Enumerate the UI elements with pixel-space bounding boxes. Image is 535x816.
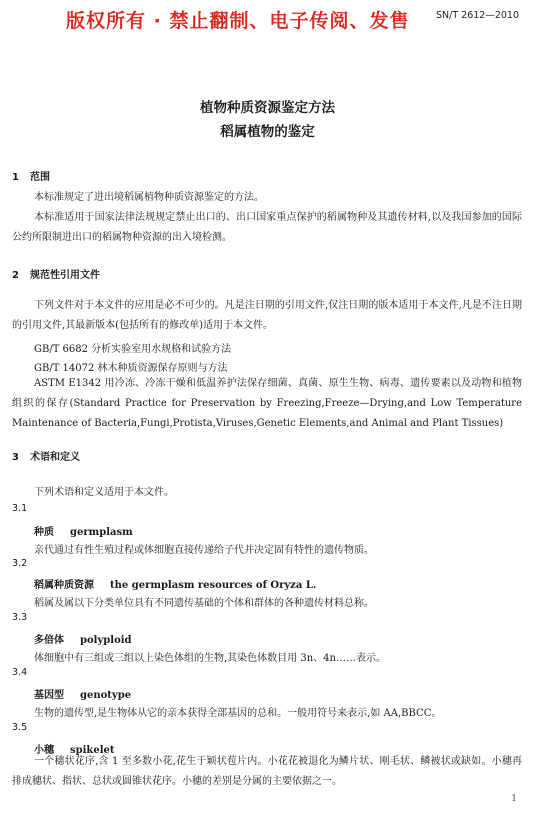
section-2-heading — [12, 266, 100, 281]
clause-number: 3.5 — [12, 722, 28, 733]
section-3-heading — [12, 448, 80, 463]
term-definition: 体细胞中有三组或三组以上染色体组的生物,其染色体数目用 3n、4n……表示。 — [34, 653, 386, 664]
term-definition: 稻属及属以下分类单位具有不同遗传基础的个体和群体的各种遗传材料总称。 — [34, 598, 374, 609]
term-entry — [34, 523, 133, 538]
standard-number: SN/T 2612—2010 — [435, 10, 519, 21]
normative-reference: GB/T 6682 分析实验室用水规格和试验方法 — [34, 344, 232, 355]
document-subtitle: 稻属植物的鉴定 — [220, 124, 315, 140]
term-english: the germplasm resources of Oryza L. — [110, 580, 317, 591]
section-1-paragraph-2: 本标准适用于国家法律法规规定禁止出口的、出口国家重点保护的稻属物种及其遗传材料,以及我国参加的国际公约所限制进出口的稻属物种资源的出入境检测。 — [12, 212, 522, 243]
term-definition: 一个穗状花序,含 1 至多数小花,花生于颖状苞片内。小花花被退化为鳞片状、刚毛状、鳞被状或缺如。小穗再排成穗状、指状、总状或圆锥状花序。小穗的差别是分属的主要依据之一。 — [12, 756, 522, 787]
term-english: spikelet — [70, 745, 115, 756]
term-entry — [34, 686, 131, 701]
normative-reference: ASTM E1342 用冷冻、冷冻干燥和低温养护法保存细菌、真菌、原生生物、病毒、遗传要素以及动物和植物组织的保存(Standard Practice for Preservation by Freezing,Freeze—Drying,and Low Temperature Maintenance of Bacteria,Fungi,Protista,Viruses,Genetic Elements,and Animal and Plant Tissues) — [12, 378, 522, 429]
section-number: 3 — [12, 452, 19, 463]
term-chinese: 稻属种质资源 — [34, 580, 94, 591]
term-chinese: 种质 — [34, 527, 54, 538]
term-definition: 亲代通过有性生殖过程或体细胞直接传递给子代并决定固有特性的遗传物质。 — [34, 545, 374, 556]
section-number: 2 — [12, 270, 19, 281]
section-1-paragraph-1: 本标准规定了进出境稻属植物种质资源鉴定的方法。 — [34, 192, 264, 203]
section-title: 术语和定义 — [30, 452, 80, 463]
term-entry — [34, 631, 132, 646]
term-chinese: 小穗 — [34, 745, 54, 756]
clause-number: 3.3 — [12, 612, 28, 623]
clause-number: 3.4 — [12, 667, 28, 678]
section-3-intro: 下列术语和定义适用于本文件。 — [34, 487, 174, 498]
term-entry — [34, 576, 316, 591]
section-title: 范围 — [30, 172, 50, 183]
term-english: germplasm — [70, 527, 133, 538]
term-chinese: 基因型 — [34, 690, 64, 701]
document-title: 植物种质资源鉴定方法 — [200, 100, 335, 116]
page-number: 1 — [511, 794, 517, 804]
term-definition: 生物的遗传型,是生物体从它的亲本获得全部基因的总和。一般用符号来表示,如 AA,BBCC。 — [34, 708, 442, 719]
term-chinese: 多倍体 — [34, 635, 64, 646]
section-title: 规范性引用文件 — [30, 270, 100, 281]
clause-number: 3.1 — [12, 503, 28, 514]
watermark-text: 版权所有 · 禁止翻制、电子传阅、发售 — [66, 10, 410, 32]
section-1-heading — [12, 168, 50, 183]
section-number: 1 — [12, 172, 19, 183]
term-english: genotype — [80, 690, 132, 701]
clause-number: 3.2 — [12, 558, 28, 569]
term-english: polyploid — [80, 635, 132, 646]
section-2-paragraph-1: 下列文件对于本文件的应用是必不可少的。凡是注日期的引用文件,仅注日期的版本适用于本文件,凡是不注日期的引用文件,其最新版本(包括所有的修改单)适用于本文件。 — [12, 300, 522, 331]
normative-reference: GB/T 14072 林木种质资源保存原则与方法 — [34, 363, 228, 374]
